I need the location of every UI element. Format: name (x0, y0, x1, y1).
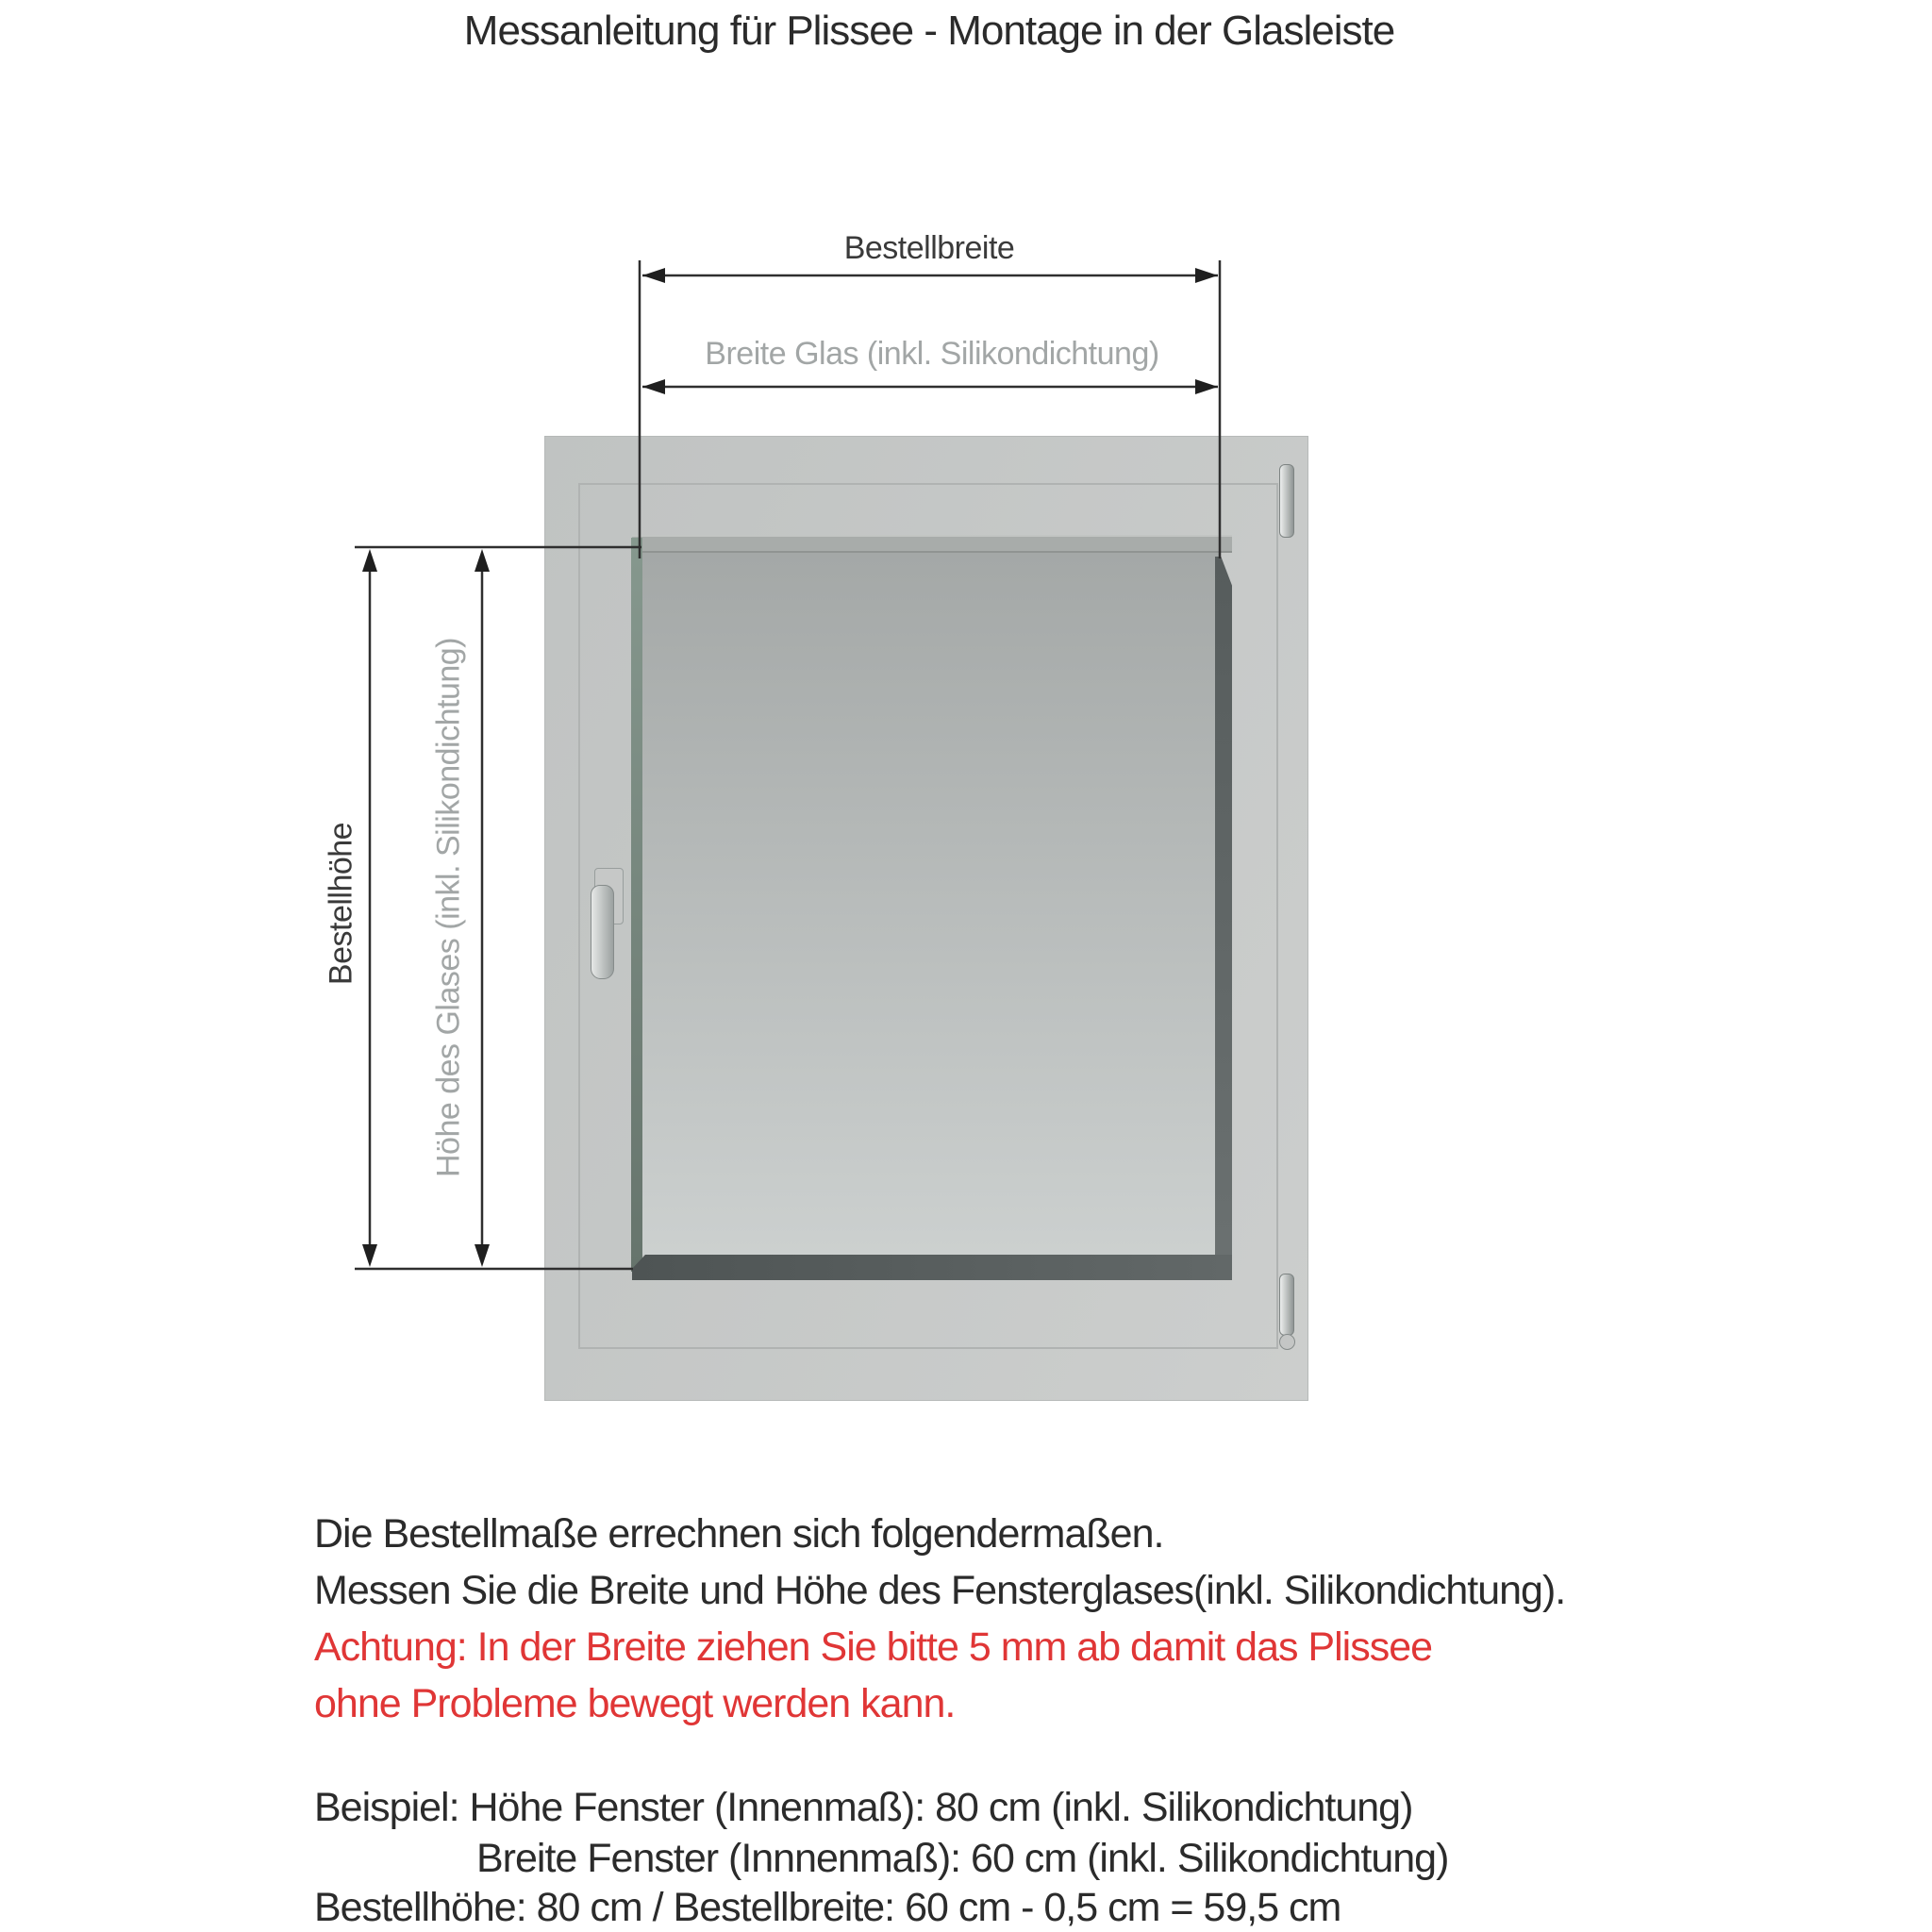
instruction-intro-line-2: Messen Sie die Breite und Höhe des Fensterglases(inkl. Silikondichtung). (314, 1568, 1566, 1613)
glass-width-label: Breite Glas (inkl. Silikondichtung) (705, 336, 1159, 372)
example-height-line: Beispiel: Höhe Fenster (Innenmaß): 80 cm (inkl. Silikondichtung) (314, 1785, 1413, 1830)
instruction-intro-line-1: Die Bestellmaße errechnen sich folgendermaßen. (314, 1511, 1164, 1557)
glass-height-label: Höhe des Glases (inkl. Silikondichtung) (430, 637, 467, 1178)
order-height-label: Bestellhöhe (323, 822, 359, 986)
page-title: Messanleitung für Plissee - Montage in der Glasleiste (463, 8, 1395, 54)
example-result-line: Bestellhöhe: 80 cm / Bestellbreite: 60 cm - 0,5 cm = 59,5 cm (314, 1885, 1341, 1930)
warning-line-2: ohne Probleme bewegt werden kann. (314, 1681, 956, 1726)
example-width-line: Breite Fenster (Innnenmaß): 60 cm (inkl. Silikondichtung) (476, 1836, 1449, 1881)
order-width-label: Bestellbreite (843, 230, 1015, 266)
warning-line-1: Achtung: In der Breite ziehen Sie bitte 5 mm ab damit das Plissee (314, 1624, 1433, 1670)
